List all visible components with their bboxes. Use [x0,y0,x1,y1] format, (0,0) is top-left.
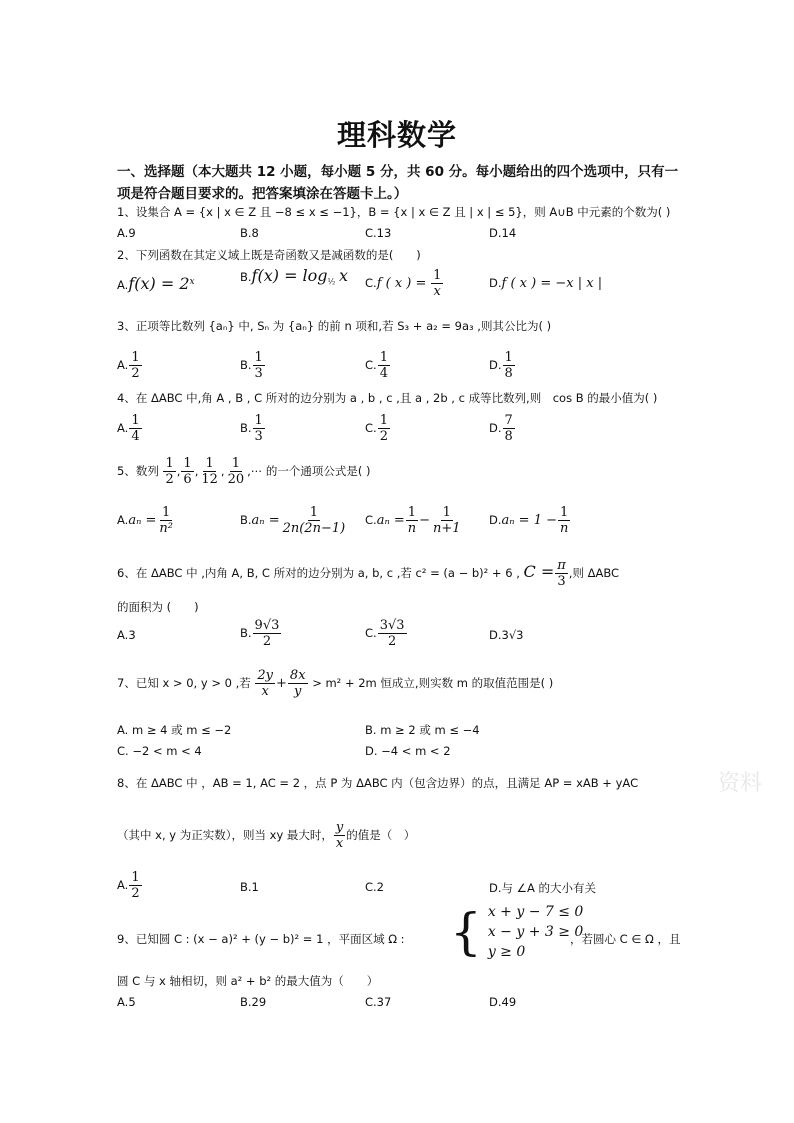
question-7-option-b: B. m ≥ 2 或 m ≤ −4 [365,723,480,737]
watermark: 资料 [718,771,763,796]
question-4-option-a: A. $\frac{1}{4}$ [117,413,140,444]
question-8-option-d: D.与 ∠A 的大小有关 [489,881,596,895]
question-8-stem-line2: （其中 x, y 为正实数），则当 xy 最大时， $\frac{y}{x}$ 的值是（ ） [117,820,416,851]
question-3-option-d: D. $\frac{1}{8}$ [489,350,513,381]
question-9-stem-line2: 圆 C 与 x 轴相切，则 a² + b² 的最大值为（ ） [117,974,379,988]
section-heading-line1: 一、选择题（本大题共 12 小题，每小题 5 分，共 60 分。每小题给出的四个选项中，只有一 [117,164,679,180]
question-9-stem-tail: ，若圆心 C ∈ Ω ，且 [570,932,681,946]
question-1-stem: 1、设集合 A = {x | x ∈ Z 且 −8 ≤ x ≤ −1}，B = {x | x ∈ Z 且 | x | ≤ 5}，则 A∪B 中元素的个数为( ) [117,205,671,219]
question-8-option-a: A. $\frac{1}{2}$ [117,870,140,901]
question-3-option-b: B. $\frac{1}{3}$ [240,350,263,381]
brace-symbol: { [450,903,482,961]
question-4-option-c: C. $\frac{1}{2}$ [365,413,388,444]
question-9-option-c: C.37 [365,995,392,1009]
question-6-stem: 6、在 ΔABC 中 ,内角 A, B, C 所对的边分别为 a, b, c ,若 c² = (a − b)² + 6 , C = $\frac{\pi}{3}$ ,则 ΔABC [117,558,620,589]
question-5-option-d: D.aₙ = 1 − $\frac{1}{n}$ [489,505,569,536]
question-3-stem: 3、正项等比数列 {aₙ} 中, Sₙ 为 {aₙ} 的前 n 项和,若 S₃ + a₂ = 9a₃ ,则其公比为( ) [117,319,552,333]
question-4-stem: 4、在 ΔABC 中,角 A , B , C 所对的边分别为 a , b , c ,且 a , 2b , c 成等比数列,则 cos B 的最小值为( ) [117,391,658,405]
question-7-option-d: D. −4 < m < 2 [365,744,451,758]
inequality-system [450,902,583,962]
question-8-stem: 8、在 ΔABC 中 ，AB = 1, AC = 2 ，点 P 为 ΔABC 内（包含边界）的点，且满足 AP = xAB + yAC [117,776,639,790]
question-6-stem-line2: 的面积为 ( ) [117,600,199,614]
inequality-3: y ≥ 0 [487,944,526,960]
question-1-option-a: A.9 [117,226,136,240]
question-4-option-b: B. $\frac{1}{3}$ [240,413,263,444]
question-5-option-a: A.aₙ = $\frac{1}{\text{n²}}$ [117,505,173,536]
question-8-option-c: C.2 [365,880,385,894]
question-2-option-d: D.f ( x ) = −x | x | [489,276,603,291]
question-9-option-a: A.5 [117,995,136,1009]
page-title: 理科数学 [336,118,457,152]
question-6-option-d: D.3√3 [489,628,524,642]
question-7-option-c: C. −2 < m < 4 [117,744,202,758]
question-6-option-a: A.3 [117,628,136,642]
question-4-option-d: D. $\frac{7}{8}$ [489,413,513,444]
section-heading-line2: 项是符合题目要求的。把答案填涂在答题卡上。） [117,186,408,202]
question-1-option-c: C.13 [365,226,392,240]
question-8-option-b: B.1 [240,880,259,894]
question-5-option-b: B.aₙ = $\frac{1}{2n(2n-1)}$ [240,505,346,536]
question-9-option-b: B.29 [240,995,267,1009]
question-3-option-c: C. $\frac{1}{4}$ [365,350,388,381]
question-7-stem: 7、已知 x > 0, y > 0 ,若 $\frac{2y}{x}$ + $\frac{8x}{y}$ > m² + 2m 恒成立,则实数 m 的取值范围是( ) [117,668,554,699]
inequality-1: x + y − 7 ≤ 0 [487,904,584,920]
question-2-option-b: $B.f(x) = \log_{\frac{1}{2}} x$ [240,266,348,287]
question-2-option-c: C.f ( x ) = $\frac{1}{x}$ [365,268,442,299]
question-5-option-c: C.aₙ = $\frac{1}{n}$ − $\frac{1}{n+1}$ [365,505,461,536]
question-9-option-d: D.49 [489,995,517,1009]
question-2-option-a: $A.f(x) = 2^x$ [117,274,195,293]
question-5-stem: 5、数列 $\frac{1}{2}$ , $\frac{1}{6}$ , $\frac{1}{12}$ , $\frac{1}{20}$ ,⋯ 的一个通项公式是( ) [117,456,371,487]
question-9-stem: 9、已知圆 C : (x − a)² + (y − b)² = 1 ，平面区域 Ω : [117,932,405,946]
question-6-option-c: C. $\frac{3√3}{2}$ [365,618,405,649]
question-2-stem: 2、下列函数在其定义域上既是奇函数又是减函数的是( ) [117,248,421,262]
question-7-option-a: A. m ≥ 4 或 m ≤ −2 [117,723,232,737]
inequality-2: x − y + 3 ≥ 0 [487,924,584,940]
question-6-option-b: B. $\frac{9√3}{2}$ [240,618,280,649]
question-1-option-d: D.14 [489,226,517,240]
question-1-option-b: B.8 [240,226,259,240]
question-3-option-a: A. $\frac{1}{2}$ [117,350,140,381]
